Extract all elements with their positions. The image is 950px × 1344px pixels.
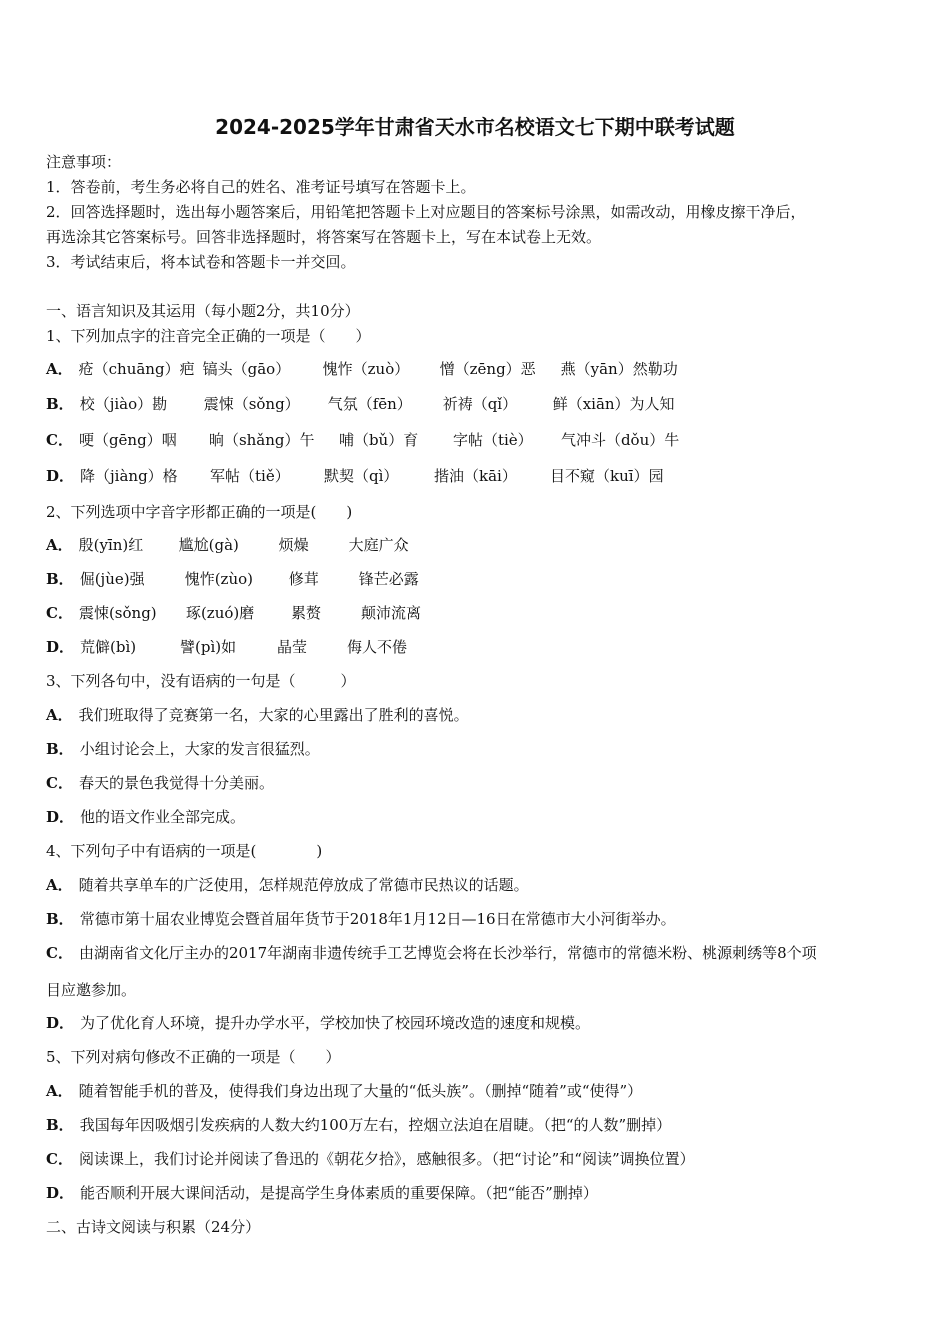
option-part: 镐头（gāo）: [202, 360, 291, 378]
document-title: 2024-2025学年甘肃省天水市名校语文七下期中联考试题: [215, 115, 735, 139]
option-part: 气氛（fēn）: [327, 395, 412, 413]
option-part: 譬(pì)如: [180, 638, 237, 656]
option-part: 目不窥（kuī）园: [550, 467, 664, 485]
option-label: A．: [46, 1082, 73, 1100]
notice-heading: 注意事项：: [46, 153, 122, 171]
option-part: 默契（qì）: [324, 467, 399, 485]
option-label: C．: [46, 944, 73, 962]
option-part: 琢(zuó)磨: [185, 604, 255, 622]
option-text: 阅读课上，我们讨论并阅读了鲁迅的《朝花夕拾》，感触很多。（把“讨论”和“阅读”调换位置）: [78, 1150, 695, 1168]
option-label: D．: [46, 808, 75, 826]
notice-item-2-cont: 再选涂其它答案标号。回答非选择题时，将答案写在答题卡上，写在本试卷上无效。: [46, 228, 602, 246]
option-label: D．: [46, 638, 75, 656]
option-part: 字帖（tiè）: [452, 431, 533, 449]
question-5-option-a: [46, 1081, 642, 1101]
option-part: 憎（zēng）恶: [439, 360, 536, 378]
option-part: 鲜（xiān）为人知: [552, 395, 675, 413]
question-3-option-b: [46, 739, 320, 759]
option-part: 军帖（tiě）: [210, 467, 290, 485]
option-part: 疮（chuāng）疤: [78, 360, 195, 378]
option-label: D．: [46, 1184, 75, 1202]
question-5-option-d: [46, 1183, 598, 1203]
option-part: 震悚（sǒng）: [203, 395, 300, 413]
option-part: 愧怍(zùo): [184, 570, 253, 588]
option-text: 随着智能手机的普及，使得我们身边出现了大量的“低头族”。（删掉“随着”或“使得”）: [78, 1082, 643, 1100]
option-text: 常德市第十届农业博览会暨首届年货节于2018年1月12日—16日在常德市大小河街举办。: [79, 910, 676, 928]
option-part: 晶莹: [277, 638, 308, 656]
question-1-option-a: [46, 359, 678, 379]
option-part: 揩油（kāi）: [434, 467, 517, 485]
option-label: B．: [46, 395, 74, 413]
option-part: 锋芒必露: [358, 570, 419, 588]
option-label: B．: [46, 570, 74, 588]
option-label: C．: [46, 431, 73, 449]
option-text: 我们班取得了竞赛第一名，大家的心里露出了胜利的喜悦。: [78, 706, 469, 724]
question-4-option-c: [46, 943, 817, 963]
option-part: 震悚(sǒng): [78, 604, 157, 622]
option-part: 降（jiàng）格: [80, 467, 178, 485]
option-part: 哺（bǔ）育: [338, 431, 419, 449]
question-5-stem: 5、下列对病句修改不正确的一项是（ ）: [46, 1048, 341, 1066]
option-part: 祈祷（qǐ）: [442, 395, 518, 413]
option-label: C．: [46, 604, 73, 622]
option-part: 修茸: [288, 570, 319, 588]
option-label: A．: [46, 706, 73, 724]
question-4-option-c-cont: 目应邀参加。: [46, 981, 137, 999]
option-label: A．: [46, 360, 73, 378]
question-2-option-a: [46, 535, 409, 555]
option-part: 烦燥: [278, 536, 309, 554]
notice-item-2: 2．回答选择题时，选出每小题答案后，用铅笔把答题卡上对应题目的答案标号涂黑，如需改动，用橡皮擦干净后，: [46, 203, 806, 221]
question-1-option-d: [46, 466, 664, 486]
question-3-option-c: [46, 773, 274, 793]
option-label: A．: [46, 536, 73, 554]
option-part: 校（jiào）勘: [79, 395, 168, 413]
option-part: 殷(yīn)红: [78, 536, 144, 554]
question-5-option-b: [46, 1115, 671, 1135]
question-2-option-d: [46, 637, 407, 657]
option-label: C．: [46, 774, 73, 792]
notice-item-1: 1．答卷前，考生务必将自己的姓名、准考证号填写在答题卡上。: [46, 178, 476, 196]
question-2-stem: 2、下列选项中字音字形都正确的一项是( ): [46, 503, 353, 521]
option-part: 颠沛流离: [360, 604, 421, 622]
option-label: C．: [46, 1150, 73, 1168]
question-4-option-d: [46, 1013, 590, 1033]
option-label: B．: [46, 740, 74, 758]
option-text: 我国每年因吸烟引发疾病的人数大约100万左右，控烟立法迫在眉睫。（把“的人数”删掉）: [79, 1116, 672, 1134]
question-2-option-b: [46, 569, 419, 589]
option-part: 大庭广众: [348, 536, 409, 554]
question-1-option-c: [46, 430, 679, 450]
question-3-option-d: [46, 807, 245, 827]
question-4-option-b: [46, 909, 676, 929]
option-label: B．: [46, 1116, 74, 1134]
option-label: A．: [46, 876, 73, 894]
question-1-option-b: [46, 394, 675, 414]
option-text: 随着共享单车的广泛使用，怎样规范停放成了常德市民热议的话题。: [78, 876, 529, 894]
option-part: 侮人不倦: [347, 638, 408, 656]
option-part: 燕（yān）然勒功: [560, 360, 678, 378]
question-4-stem: 4、下列句子中有语病的一项是( ): [46, 842, 323, 860]
option-part: 累赘: [290, 604, 321, 622]
section-heading-1: 一、语言知识及其运用（每小题2分，共10分）: [46, 302, 360, 320]
section-heading-2: 二、古诗文阅读与积累（24分）: [46, 1218, 261, 1236]
option-text: 春天的景色我觉得十分美丽。: [78, 774, 274, 792]
option-text: 小组讨论会上，大家的发言很猛烈。: [79, 740, 320, 758]
option-text: 为了优化育人环境，提升办学水平，学校加快了校园环境改造的速度和规模。: [80, 1014, 591, 1032]
option-text: 他的语文作业全部完成。: [80, 808, 246, 826]
option-text: 由湖南省文化厅主办的2017年湖南非遗传统手工艺博览会将在长沙举行，常德市的常德米粉、桃源刺绣等8个项: [78, 944, 817, 962]
option-part: 荒僻(bì): [80, 638, 137, 656]
option-part: 晌（shǎng）午: [208, 431, 315, 449]
option-label: D．: [46, 467, 75, 485]
option-part: 尴尬(gà): [178, 536, 239, 554]
option-part: 哽（gēng）咽: [78, 431, 177, 449]
option-label: D．: [46, 1014, 75, 1032]
question-5-option-c: [46, 1149, 695, 1169]
option-text: 能否顺利开展大课间活动，是提高学生身体素质的重要保障。（把“能否”删掉）: [80, 1184, 598, 1202]
question-4-option-a: [46, 875, 529, 895]
question-3-option-a: [46, 705, 469, 725]
question-1-stem: 1、下列加点字的注音完全正确的一项是（ ）: [46, 327, 371, 345]
option-label: B．: [46, 910, 74, 928]
question-3-stem: 3、下列各句中，没有语病的一句是（ ）: [46, 672, 356, 690]
option-part: 气冲斗（dǒu）牛: [560, 431, 680, 449]
notice-item-3: 3．考试结束后，将本试卷和答题卡一并交回。: [46, 253, 356, 271]
option-part: 倔(jùe)强: [79, 570, 145, 588]
question-2-option-c: [46, 603, 421, 623]
option-part: 愧怍（zuò）: [322, 360, 410, 378]
